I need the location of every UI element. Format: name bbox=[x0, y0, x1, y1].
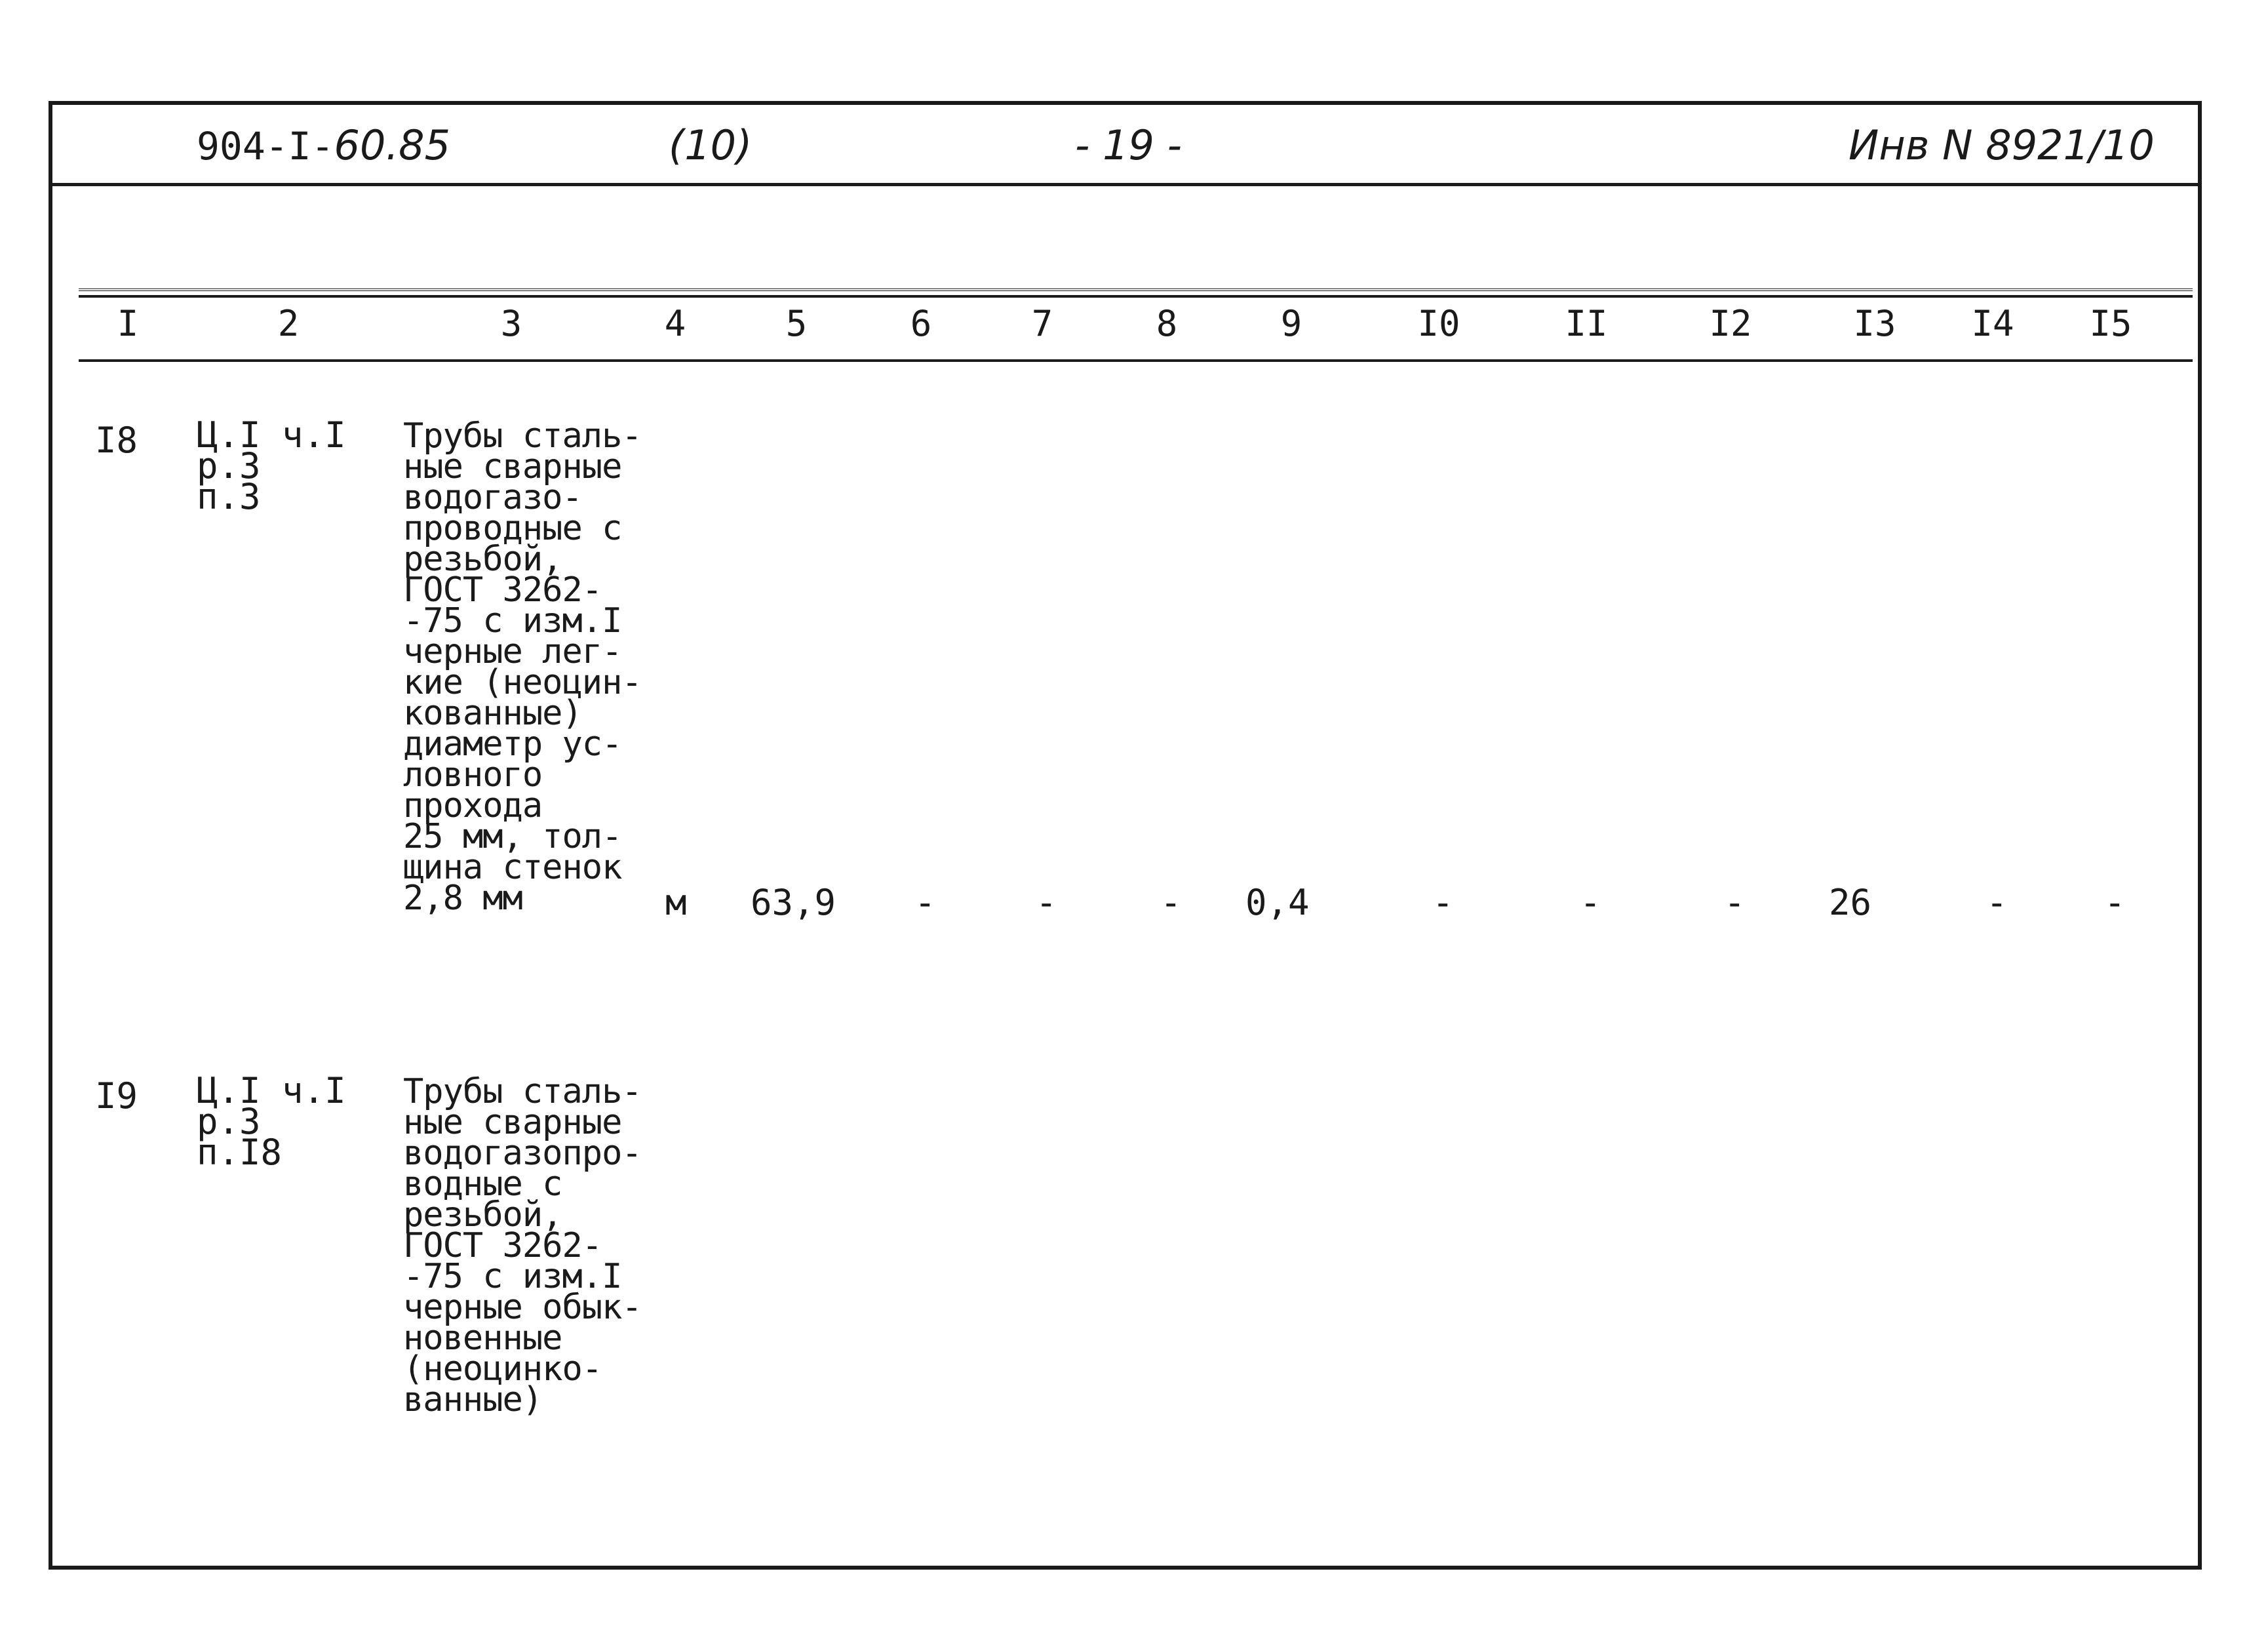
column-header: II bbox=[1565, 303, 1608, 344]
column-header: I3 bbox=[1853, 303, 1896, 344]
unit: м bbox=[665, 882, 687, 923]
column-header: 4 bbox=[664, 303, 686, 344]
value-cell: - bbox=[2104, 882, 2126, 923]
row-number: I9 bbox=[95, 1075, 138, 1117]
value-cell: 0,4 bbox=[1245, 882, 1310, 923]
price-reference: Ц.I ч.I р.3 п.3 bbox=[197, 414, 346, 517]
header-divider bbox=[49, 183, 2202, 186]
inventory-number: Инв N 8921/10 bbox=[1848, 121, 2155, 169]
row-number: I8 bbox=[95, 420, 138, 461]
value-cell: 63,9 bbox=[751, 882, 836, 923]
column-header: I bbox=[117, 303, 139, 344]
column-header: 3 bbox=[500, 303, 522, 344]
value-cell: 26 bbox=[1829, 882, 1872, 923]
column-header: 7 bbox=[1031, 303, 1053, 344]
column-header: 9 bbox=[1280, 303, 1302, 344]
value-cell: - bbox=[1986, 882, 2008, 923]
column-header: I4 bbox=[1971, 303, 2014, 344]
item-description: Трубы сталь- ные сварные водогазопро- водные с резьбой, ГОСТ 3262- -75 с изм.I черные обык- новенные (неоцинко- ванные) bbox=[403, 1072, 642, 1419]
column-header: 8 bbox=[1156, 303, 1178, 344]
column-header: 6 bbox=[910, 303, 932, 344]
value-cell: - bbox=[914, 882, 936, 923]
column-header-bottom-rule bbox=[79, 359, 2193, 362]
value-cell: - bbox=[1580, 882, 1601, 923]
column-header-top-rule bbox=[79, 288, 2193, 298]
value-cell: - bbox=[1036, 882, 1057, 923]
price-reference: Ц.I ч.I р.3 п.I8 bbox=[197, 1070, 346, 1173]
value-cell: - bbox=[1432, 882, 1454, 923]
page-number: - 19 - bbox=[1075, 121, 1183, 169]
column-header: 5 bbox=[785, 303, 808, 344]
column-header: I0 bbox=[1417, 303, 1460, 344]
value-cell: - bbox=[1724, 882, 1746, 923]
value-cell: - bbox=[1160, 882, 1182, 923]
column-header: I2 bbox=[1709, 303, 1752, 344]
column-header: 2 bbox=[277, 303, 300, 344]
sheet-code: (10) bbox=[669, 121, 753, 169]
doc-number: 904-I-60.85 bbox=[197, 121, 451, 169]
item-description: Трубы сталь- ные сварные водогазо- проводные с резьбой, ГОСТ 3262- -75 с изм.I черные лег- кие (неоцин- кованные) диаметр ус- ловного прохода 25 мм, тол- щина стенок 2,8 мм bbox=[403, 416, 642, 918]
column-header: I5 bbox=[2089, 303, 2132, 344]
